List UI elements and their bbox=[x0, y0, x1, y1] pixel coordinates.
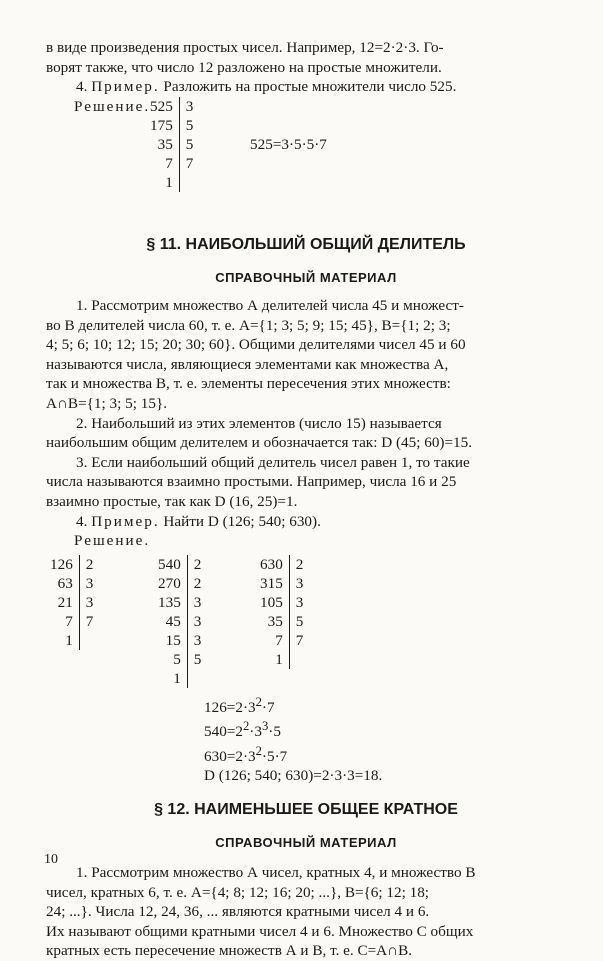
factorization-table-126 bbox=[46, 555, 97, 650]
result-line: $126=2\cdot 3^2\cdot 7$ bbox=[204, 694, 275, 716]
dividend-cell: 1 bbox=[146, 173, 179, 192]
dividend-cell: 1 bbox=[256, 650, 289, 669]
factorization-row bbox=[146, 135, 197, 154]
section-12-title: § 12. НАИМЕНЬШЕЕ ОБЩЕЕ КРАТНОЕ bbox=[154, 800, 458, 818]
factorization-row bbox=[46, 631, 97, 650]
dividend-cell: 1 bbox=[46, 631, 79, 650]
solution-label: Решение. bbox=[74, 97, 151, 115]
factorization-row bbox=[154, 669, 205, 688]
factorization-row bbox=[154, 631, 205, 650]
dividend-cell: 270 bbox=[154, 574, 187, 593]
factorization-row bbox=[46, 555, 97, 574]
factorization-row bbox=[256, 631, 307, 650]
dividend-cell: 540 bbox=[154, 555, 187, 574]
section-11-paragraph-3: 3. Если наибольший общий делитель чисел равен 1, то такие числа называются взаимно простыми. Например, числа 16 и 25 взаимно простые, так как D (16, 25)=1. bbox=[46, 453, 470, 510]
dividend-cell: 5 bbox=[154, 650, 187, 669]
solution-label: Решение. bbox=[74, 532, 151, 550]
result-line: $630=2\cdot 3^2\cdot 5\cdot 7$ bbox=[204, 743, 288, 765]
dividend-cell: 315 bbox=[256, 574, 289, 593]
factorization-row bbox=[146, 97, 197, 116]
dividend-cell: 1 bbox=[154, 669, 187, 688]
section-11-subtitle: СПРАВОЧНЫЙ МАТЕРИАЛ bbox=[215, 270, 397, 286]
divisor-cell: 3 bbox=[185, 97, 194, 115]
dividend-cell: 21 bbox=[46, 593, 79, 612]
dividend-cell: 45 bbox=[154, 612, 187, 631]
factorization-row bbox=[146, 154, 197, 173]
divisor-cell: 5 bbox=[193, 650, 202, 668]
factorization-table-525 bbox=[146, 97, 197, 192]
factorization-row bbox=[46, 593, 97, 612]
divisor-cell: 7 bbox=[85, 612, 94, 630]
factorization-row bbox=[256, 555, 307, 574]
factorization-row bbox=[154, 555, 205, 574]
dividend-cell: 35 bbox=[256, 612, 289, 631]
text-line: ворят также, что число 12 разложено на простые множители. bbox=[46, 58, 442, 76]
divisor-cell bbox=[289, 650, 307, 669]
factorization-row bbox=[154, 593, 205, 612]
divisor-cell: 2 bbox=[85, 555, 94, 573]
factorization-row bbox=[256, 593, 307, 612]
factorization-row bbox=[256, 650, 307, 669]
gcd-final-result: D (126; 540; 630)=2·3·3=18. bbox=[204, 767, 383, 785]
dividend-cell: 175 bbox=[146, 116, 179, 135]
text-line: в виде произведения простых чисел. Например, 12=2·2·3. Го- bbox=[46, 39, 444, 56]
page-number: 10 bbox=[44, 852, 58, 867]
example-4-heading: 4. Пример. Разложить на простые множители число 525. bbox=[76, 78, 457, 96]
factorization-row bbox=[256, 612, 307, 631]
divisor-cell: 3 bbox=[85, 593, 94, 611]
factorization-table-630 bbox=[256, 555, 307, 669]
dividend-cell: 126 bbox=[46, 555, 79, 574]
dividend-cell: 63 bbox=[46, 574, 79, 593]
divisor-cell: 7 bbox=[185, 154, 194, 172]
factorization-row bbox=[154, 612, 205, 631]
divisor-cell bbox=[79, 631, 97, 650]
factorization-row bbox=[46, 574, 97, 593]
divisor-cell: 5 bbox=[185, 135, 194, 153]
divisor-cell: 5 bbox=[295, 612, 304, 630]
divisor-cell: 3 bbox=[295, 574, 304, 592]
factorization-row bbox=[256, 574, 307, 593]
divisor-cell: 2 bbox=[295, 555, 304, 573]
gcd-results bbox=[46, 693, 566, 786]
dividend-cell: 7 bbox=[256, 631, 289, 650]
section-12-subtitle: СПРАВОЧНЫЙ МАТЕРИАЛ bbox=[215, 835, 397, 851]
divisor-cell: 3 bbox=[193, 612, 202, 630]
factorization-row bbox=[146, 116, 197, 135]
section-11-paragraph-2: 2. Наибольший из этих элементов (число 15) называется наибольшим общим делителем и обозначается так: D (45; 60)=15. bbox=[46, 414, 473, 452]
dividend-cell: 105 bbox=[256, 593, 289, 612]
result-line: $540=2^2\cdot 3^3\cdot 5$ bbox=[204, 719, 281, 741]
dividend-cell: 525 bbox=[146, 97, 179, 116]
example-4-solution bbox=[46, 97, 566, 197]
section-11-title: § 11. НАИБОЛЬШИЙ ОБЩИЙ ДЕЛИТЕЛЬ bbox=[146, 235, 466, 253]
divisor-cell: 2 bbox=[193, 555, 202, 573]
divisor-cell: 3 bbox=[85, 574, 94, 592]
dividend-cell: 7 bbox=[46, 612, 79, 631]
dividend-cell: 35 bbox=[146, 135, 179, 154]
factorization-table-540 bbox=[154, 555, 205, 688]
divisor-cell: 5 bbox=[185, 116, 194, 134]
divisor-cell: 3 bbox=[193, 631, 202, 649]
book-page bbox=[46, 38, 566, 961]
factorization-row bbox=[46, 612, 97, 631]
dividend-cell: 15 bbox=[154, 631, 187, 650]
dividend-cell: 630 bbox=[256, 555, 289, 574]
section-12-paragraph-1: 1. Рассмотрим множество А чисел, кратных 4, и множество В чисел, кратных 6, т. е. А={4; 8; 12; 16; 20; ...}, В={6; 12; 18; 24; ...}. Числа 12, 24, 36, ... являются кратными чисел 4 и 6. Их называют общими кратными чисел 4 и 6. Множество С общих кратных есть пересечение множеств А и В, т. е. С=А∩В. bbox=[46, 864, 476, 960]
factorization-row bbox=[154, 650, 205, 669]
dividend-cell: 135 bbox=[154, 593, 187, 612]
dividend-cell: 7 bbox=[146, 154, 179, 173]
factorization-row bbox=[154, 574, 205, 593]
divisor-cell: 2 bbox=[193, 574, 202, 592]
divisor-cell bbox=[187, 669, 205, 688]
factorization-row bbox=[146, 173, 197, 192]
divisor-cell bbox=[179, 173, 197, 192]
factorization-tables bbox=[46, 555, 566, 689]
factorization-result: 525=3·5·5·7 bbox=[250, 135, 327, 153]
divisor-cell: 3 bbox=[193, 593, 202, 611]
section-11-paragraph-1: 1. Рассмотрим множество А делителей числа 45 и множест- во В делителей числа 60, т. е. А={1; 3; 5; 9; 15; 45}, В={1; 2; 3; 4; 5; 6; 10; 12; 15; 20; 30; 60}. Общими делителями чисел 45 и 60 называются числа, являющиеся элементами как множества А, так и множества В, т. е. элементы пересечения этих множеств: А∩В={1; 3; 5; 15}. bbox=[46, 296, 466, 412]
divisor-cell: 7 bbox=[295, 631, 304, 649]
section-11-example-heading: 4. Пример. Найти D (126; 540; 630). bbox=[76, 512, 321, 530]
divisor-cell: 3 bbox=[295, 593, 304, 611]
